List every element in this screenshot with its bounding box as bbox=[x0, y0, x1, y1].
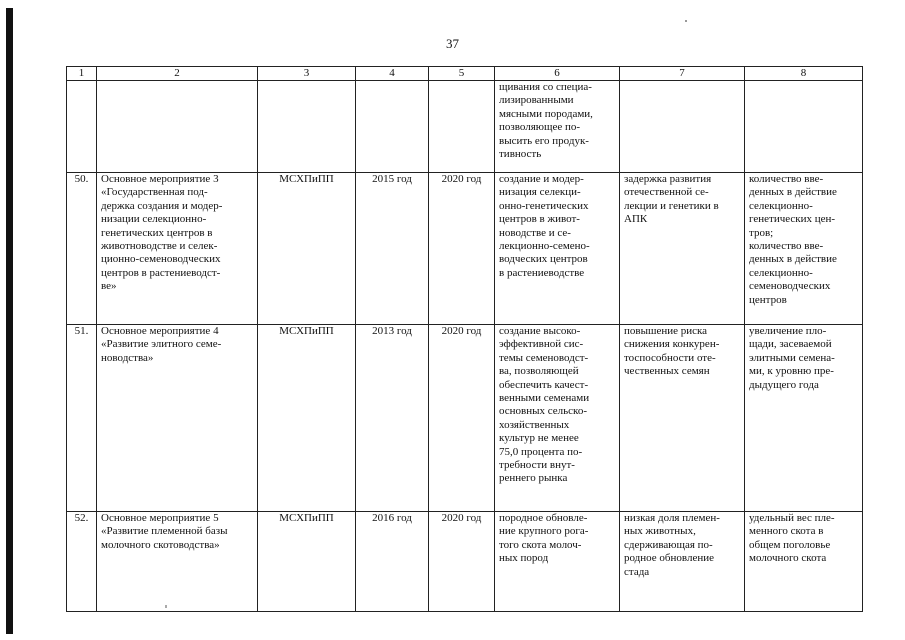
measure-name-line: генетических центров в bbox=[101, 226, 213, 239]
non-implementation-consequences-line: ных животных, bbox=[624, 525, 696, 538]
table-row bbox=[67, 325, 863, 512]
expected-result-line: ние крупного рога- bbox=[499, 525, 589, 538]
expected-result-line: ных пород bbox=[499, 552, 549, 565]
non-implementation-consequences-line: лекции и генетики в bbox=[624, 199, 719, 212]
non-implementation-consequences-line: повышение риска bbox=[624, 325, 708, 337]
expected-result bbox=[495, 81, 620, 173]
non-implementation-consequences bbox=[620, 325, 745, 512]
measure-name-line: «Развитие элитного семе- bbox=[101, 338, 222, 351]
related-indicator bbox=[745, 325, 863, 512]
expected-result-line: лизированными bbox=[499, 94, 574, 107]
non-implementation-consequences-line: тоспособности оте- bbox=[624, 351, 716, 364]
measure-name-line: молочного скотоводства» bbox=[101, 538, 220, 551]
expected-result-line: реннего рынка bbox=[499, 472, 568, 485]
non-implementation-consequences-line: чественных семян bbox=[624, 365, 710, 378]
column-number: 6 bbox=[495, 67, 620, 81]
executor: МСХПиПП bbox=[258, 325, 356, 512]
row-number: 50. bbox=[67, 173, 97, 325]
column-number: 4 bbox=[356, 67, 429, 81]
expected-result-line: создание высоко- bbox=[499, 325, 581, 337]
expected-result-line: онно-генетических bbox=[499, 199, 589, 212]
page-number: 37 bbox=[446, 36, 459, 51]
expected-result-line: низация селекци- bbox=[499, 186, 581, 199]
non-implementation-consequences-line: стада bbox=[624, 565, 650, 578]
column-number: 5 bbox=[429, 67, 495, 81]
non-implementation-consequences-line: снижения конкурен- bbox=[624, 338, 720, 351]
related-indicator-line: щади, засеваемой bbox=[749, 338, 832, 351]
expected-result-line: требности внут- bbox=[499, 459, 575, 472]
related-indicator-line: менного скота в bbox=[749, 525, 824, 538]
start-year bbox=[356, 81, 429, 173]
non-implementation-consequences bbox=[620, 81, 745, 173]
expected-result bbox=[495, 173, 620, 325]
measure-name-line: Основное мероприятие 4 bbox=[101, 325, 219, 337]
non-implementation-consequences bbox=[620, 173, 745, 325]
executor: МСХПиПП bbox=[258, 512, 356, 612]
expected-result-line: водческих центров bbox=[499, 253, 588, 266]
start-year: 2013 год bbox=[356, 325, 429, 512]
expected-result-line: создание и модер- bbox=[499, 173, 584, 185]
measure-name-line: Основное мероприятие 3 bbox=[101, 173, 219, 185]
non-implementation-consequences-line: АПК bbox=[624, 213, 648, 226]
expected-result-line: того скота молоч- bbox=[499, 538, 582, 551]
related-indicator-line: количество вве- bbox=[749, 173, 824, 185]
related-indicator-line: количество вве- bbox=[749, 240, 824, 253]
end-year: 2020 год bbox=[429, 325, 495, 512]
executor: МСХПиПП bbox=[258, 173, 356, 325]
expected-result-line: мясными породами, bbox=[499, 107, 593, 120]
measure-name-line: центров в растениеводст- bbox=[101, 266, 221, 279]
non-implementation-consequences-line: низкая доля племен- bbox=[624, 512, 720, 524]
related-indicator-line: селекционно- bbox=[749, 266, 813, 279]
column-number: 1 bbox=[67, 67, 97, 81]
measure-name-line: ционно-семеноводческих bbox=[101, 253, 221, 266]
expected-result-line: обеспечить качест- bbox=[499, 378, 589, 391]
row-number: 51. bbox=[67, 325, 97, 512]
table-row bbox=[67, 512, 863, 612]
end-year: 2020 год bbox=[429, 512, 495, 612]
related-indicator-line: увеличение пло- bbox=[749, 325, 827, 337]
related-indicator-line: семеноводческих bbox=[749, 280, 831, 293]
start-year: 2016 год bbox=[356, 512, 429, 612]
related-indicator-line: денных в действие bbox=[749, 253, 837, 266]
expected-result-line: позволяющее по- bbox=[499, 121, 581, 134]
expected-result-line: хозяйственных bbox=[499, 418, 570, 431]
expected-result-line: тивность bbox=[499, 148, 542, 161]
measure-name-line: низации селекционно- bbox=[101, 213, 207, 226]
measures-table bbox=[66, 66, 863, 612]
related-indicator-line: элитными семена- bbox=[749, 351, 835, 364]
end-year: 2020 год bbox=[429, 173, 495, 325]
expected-result-line: в растениеводстве bbox=[499, 266, 585, 279]
related-indicator-line: ми, к уровню пре- bbox=[749, 365, 834, 378]
expected-result-line: ва, позволяющей bbox=[499, 365, 579, 378]
expected-result-line: эффективной сис- bbox=[499, 338, 584, 351]
expected-result-line: культур не менее bbox=[499, 432, 579, 445]
measure-name-line: держка создания и модер- bbox=[101, 199, 223, 212]
start-year: 2015 год bbox=[356, 173, 429, 325]
column-number: 3 bbox=[258, 67, 356, 81]
related-indicator-line: тров; bbox=[749, 226, 774, 239]
related-indicator-line: центров bbox=[749, 293, 787, 306]
related-indicator-line: молочного скота bbox=[749, 552, 827, 565]
non-implementation-consequences-line: родное обновление bbox=[624, 552, 714, 565]
measure-name bbox=[97, 512, 258, 612]
related-indicator-line: генетических цен- bbox=[749, 213, 836, 226]
expected-result-line: венными семенами bbox=[499, 392, 590, 405]
related-indicator bbox=[745, 173, 863, 325]
measure-name-line: «Государственная под- bbox=[101, 186, 208, 199]
expected-result-line: 75,0 процента по- bbox=[499, 445, 583, 458]
measure-name-line: Основное мероприятие 5 bbox=[101, 512, 219, 524]
column-number-row bbox=[67, 67, 863, 81]
related-indicator-line: денных в действие bbox=[749, 186, 837, 199]
non-implementation-consequences bbox=[620, 512, 745, 612]
related-indicator-line: дыдущего года bbox=[749, 378, 819, 391]
non-implementation-consequences-line: задержка развития bbox=[624, 173, 712, 185]
expected-result-line: центров в живот- bbox=[499, 213, 580, 226]
column-number: 8 bbox=[745, 67, 863, 81]
scan-speck bbox=[685, 20, 687, 22]
expected-result-line: темы семеноводст- bbox=[499, 351, 589, 364]
expected-result-line: лекционно-семено- bbox=[499, 240, 590, 253]
measure-name-line: новодства» bbox=[101, 351, 154, 364]
expected-result-line: породное обновле- bbox=[499, 512, 588, 524]
non-implementation-consequences-line: сдерживающая по- bbox=[624, 538, 713, 551]
related-indicator bbox=[745, 81, 863, 173]
related-indicator-line: селекционно- bbox=[749, 199, 813, 212]
expected-result-line: новодстве и се- bbox=[499, 226, 571, 239]
expected-result-line: основных сельско- bbox=[499, 405, 587, 418]
expected-result-line: высить его продук- bbox=[499, 134, 589, 147]
expected-result bbox=[495, 512, 620, 612]
table-row bbox=[67, 81, 863, 173]
column-number: 7 bbox=[620, 67, 745, 81]
related-indicator-line: удельный вес пле- bbox=[749, 512, 835, 524]
end-year bbox=[429, 81, 495, 173]
measure-name bbox=[97, 81, 258, 173]
column-number: 2 bbox=[97, 67, 258, 81]
measure-name bbox=[97, 173, 258, 325]
measure-name-line: животноводстве и селек- bbox=[101, 240, 218, 253]
scan-edge-bar bbox=[6, 8, 13, 634]
measure-name bbox=[97, 325, 258, 512]
expected-result bbox=[495, 325, 620, 512]
row-number: 52. bbox=[67, 512, 97, 612]
expected-result-line: щивания со специа- bbox=[499, 81, 592, 93]
non-implementation-consequences-line: отечественной се- bbox=[624, 186, 709, 199]
executor bbox=[258, 81, 356, 173]
measure-name-line: ве» bbox=[101, 280, 117, 293]
measure-name-line: «Развитие племенной базы bbox=[101, 525, 228, 538]
related-indicator-line: общем поголовье bbox=[749, 538, 831, 551]
table-row bbox=[67, 173, 863, 325]
related-indicator bbox=[745, 512, 863, 612]
row-number bbox=[67, 81, 97, 173]
